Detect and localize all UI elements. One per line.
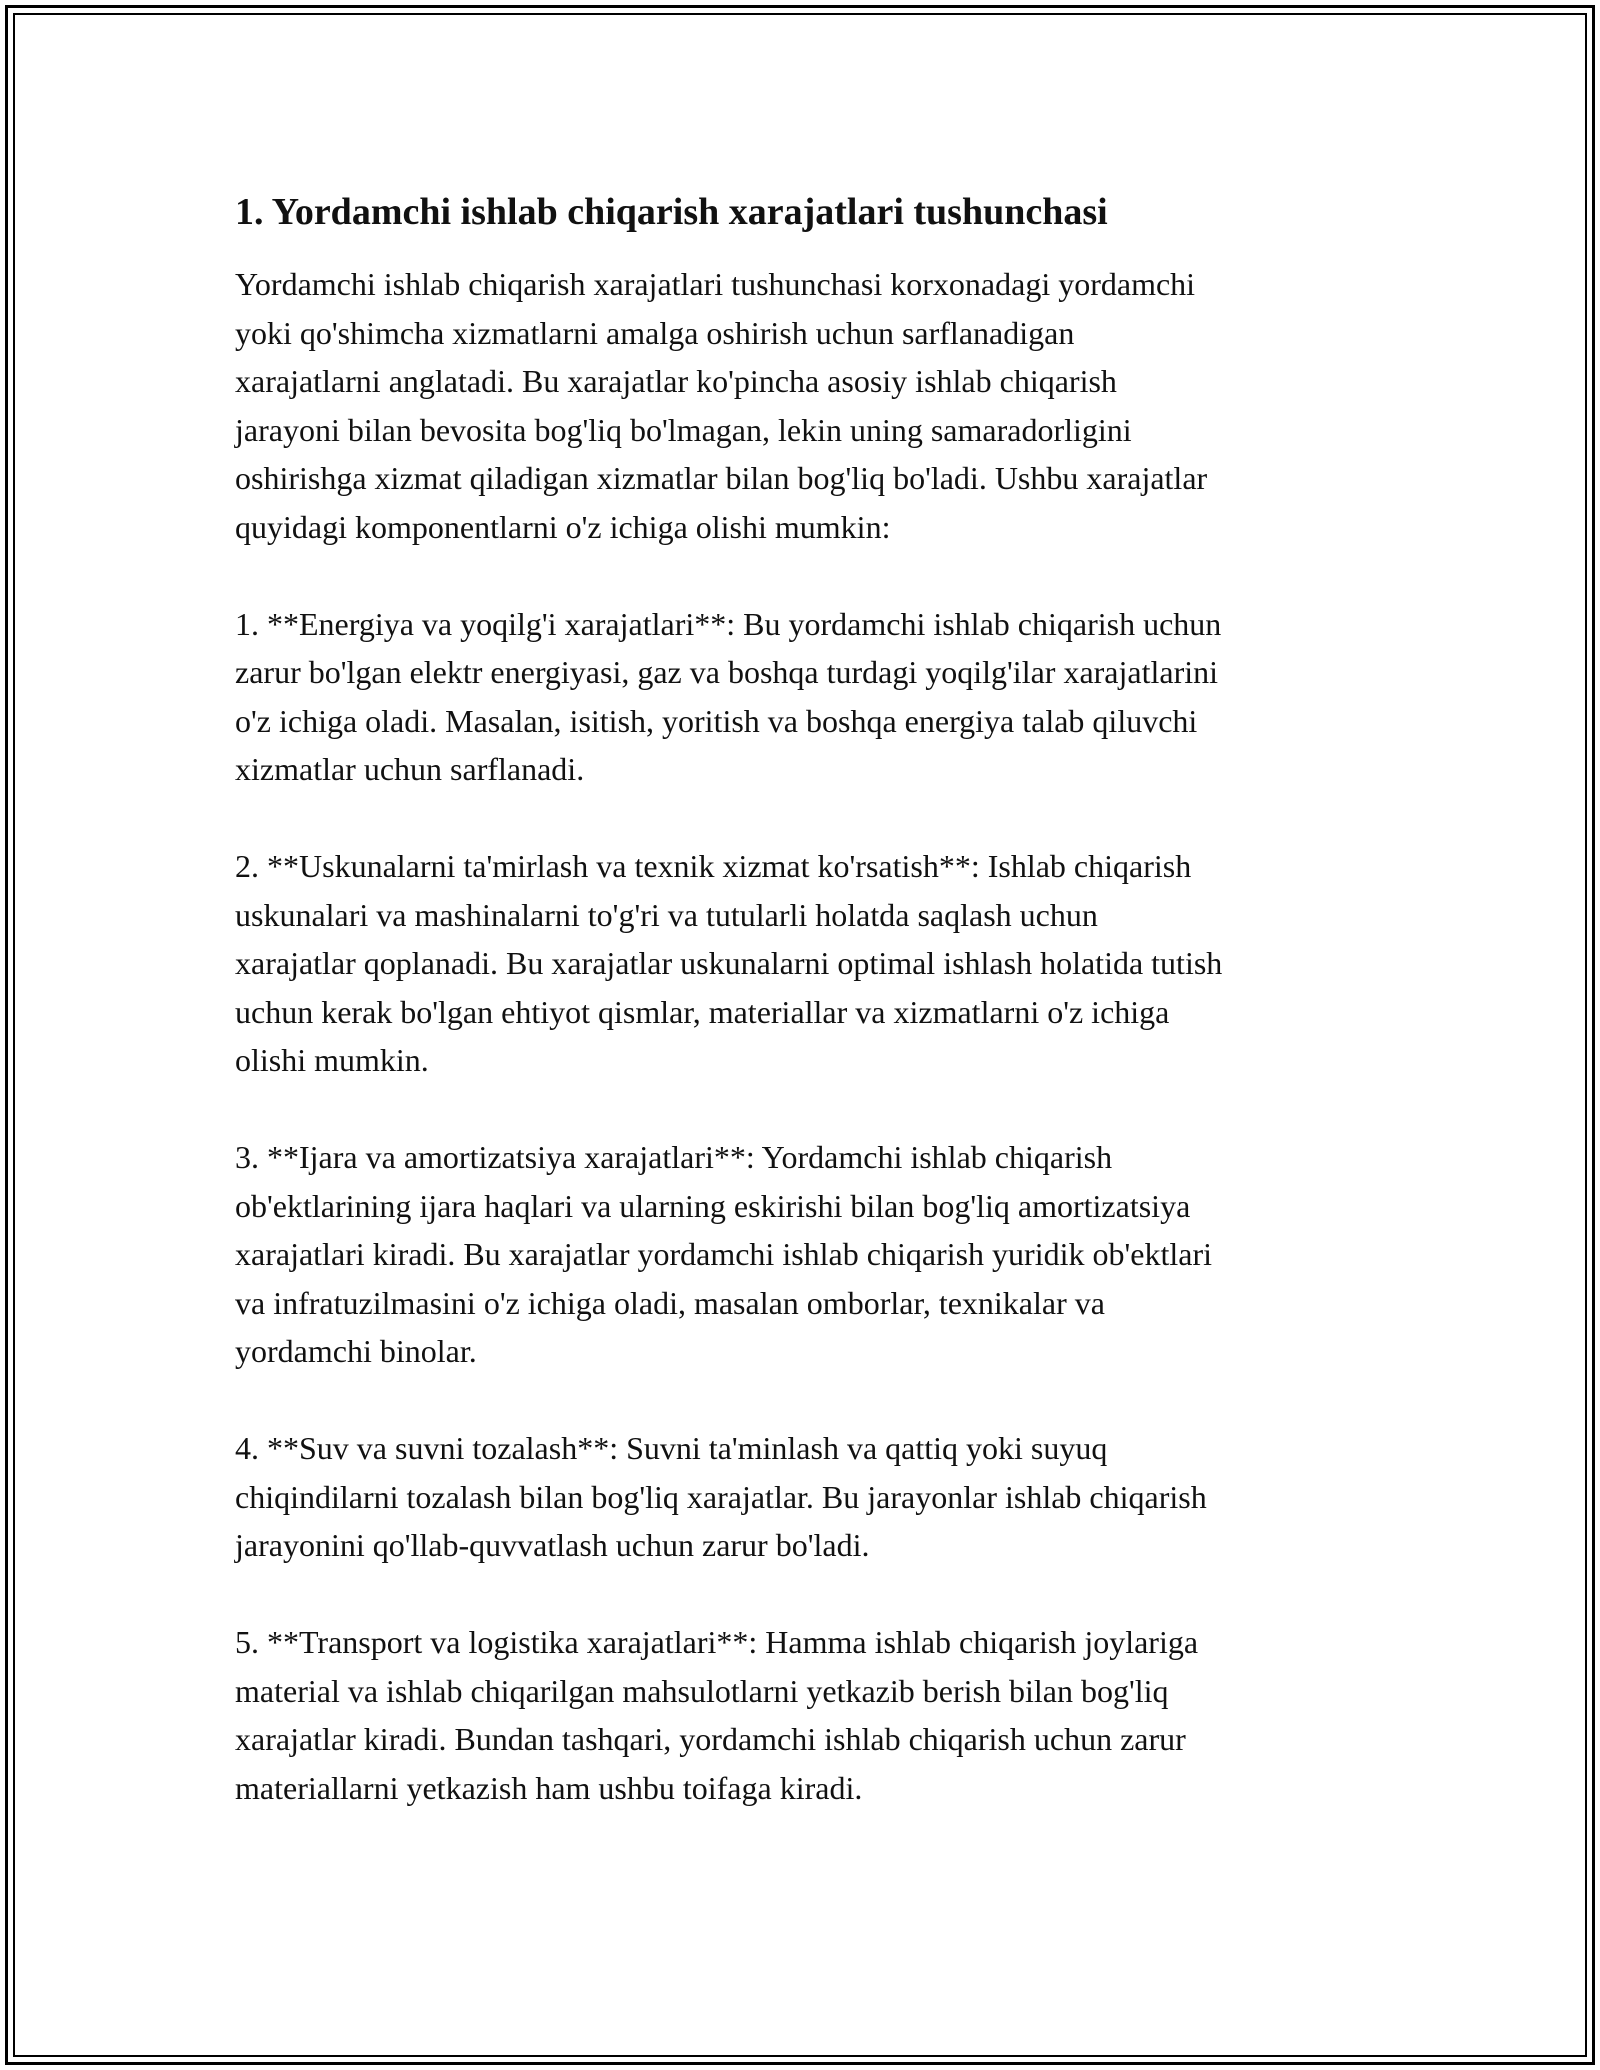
text-line: xarajatlari kiradi. Bu xarajatlar yordamchi ishlab chiqarish yuridik ob'ektlari: [235, 1236, 1212, 1272]
intro-paragraph: [235, 260, 1375, 551]
text-line: oshirishga xizmat qiladigan xizmatlar bilan bog'liq bo'ladi. Ushbu xarajatlar: [235, 460, 1208, 496]
page-title: 1. Yordamchi ishlab chiqarish xarajatlari tushunchasi: [235, 191, 1108, 233]
list-item-energy: [235, 600, 1375, 794]
document-body: [235, 186, 1375, 1861]
text-line: xizmatlar uchun sarflanadi.: [235, 751, 585, 787]
text-line: uskunalari va mashinalarni to'g'ri va tutularli holatda saqlash uchun: [235, 896, 1098, 933]
text-line: uchun kerak bo'lgan ehtiyot qismlar, materiallar va xizmatlarni o'z ichiga: [235, 993, 1170, 1030]
text-line: 4. **Suv va suvni tozalash**: Suvni ta'minlash va qattiq yoki suyuq: [235, 1430, 1108, 1466]
text-line: 5. **Transport va logistika xarajatlari**: Hamma ishlab chiqarish joylariga: [235, 1624, 1199, 1660]
list-item-transport: [235, 1618, 1375, 1812]
text-line: va infratuzilmasini o'z ichiga oladi, masalan omborlar, texnikalar va: [235, 1284, 1105, 1321]
text-line: materiallarni yetkazish ham ushbu toifaga kiradi.: [235, 1769, 863, 1806]
text-line: yoki qo'shimcha xizmatlarni amalga oshirish uchun sarflanadigan: [235, 314, 1075, 351]
list-item-rent: [235, 1133, 1375, 1376]
text-line: o'z ichiga oladi. Masalan, isitish, yoritish va boshqa energiya talab qiluvchi: [235, 702, 1198, 739]
text-line: xarajatlar kiradi. Bundan tashqari, yordamchi ishlab chiqarish uchun zarur: [235, 1721, 1186, 1757]
text-line: Yordamchi ishlab chiqarish xarajatlari tushunchasi korxonadagi yordamchi: [235, 266, 1196, 302]
text-line: jarayoni bilan bevosita bog'liq bo'lmagan, lekin uning samaradorligini: [235, 411, 1132, 448]
text-line: 3. **Ijara va amortizatsiya xarajatlari**: Yordamchi ishlab chiqarish: [235, 1139, 1113, 1175]
text-line: material va ishlab chiqarilgan mahsulotlarni yetkazib berish bilan bog'liq: [235, 1672, 1169, 1709]
text-line: xarajatlar qoplanadi. Bu xarajatlar uskunalarni optimal ishlash holatida tutish: [235, 945, 1223, 981]
list-item-water: [235, 1424, 1375, 1570]
text-line: quyidagi komponentlarni o'z ichiga olishi mumkin:: [235, 508, 891, 545]
text-line: zarur bo'lgan elektr energiyasi, gaz va boshqa turdagi yoqilg'ilar xarajatlarini: [235, 654, 1219, 690]
text-line: 1. **Energiya va yoqilg'i xarajatlari**: Bu yordamchi ishlab chiqarish uchun: [235, 605, 1222, 642]
list-item-equipment: [235, 842, 1375, 1085]
text-line: 2. **Uskunalarni ta'mirlash va texnik xizmat ko'rsatish**: Ishlab chiqarish: [235, 848, 1192, 884]
text-line: olishi mumkin.: [235, 1042, 429, 1078]
text-line: ob'ektlarining ijara haqlari va ularning eskirishi bilan bog'liq amortizatsiya: [235, 1187, 1191, 1224]
text-line: xarajatlarni anglatadi. Bu xarajatlar ko'pincha asosiy ishlab chiqarish: [235, 363, 1117, 399]
text-line: yordamchi binolar.: [235, 1333, 477, 1369]
text-line: jarayonini qo'llab-quvvatlash uchun zarur bo'ladi.: [235, 1527, 870, 1563]
text-line: chiqindilarni tozalash bilan bog'liq xarajatlar. Bu jarayonlar ishlab chiqarish: [235, 1478, 1207, 1515]
